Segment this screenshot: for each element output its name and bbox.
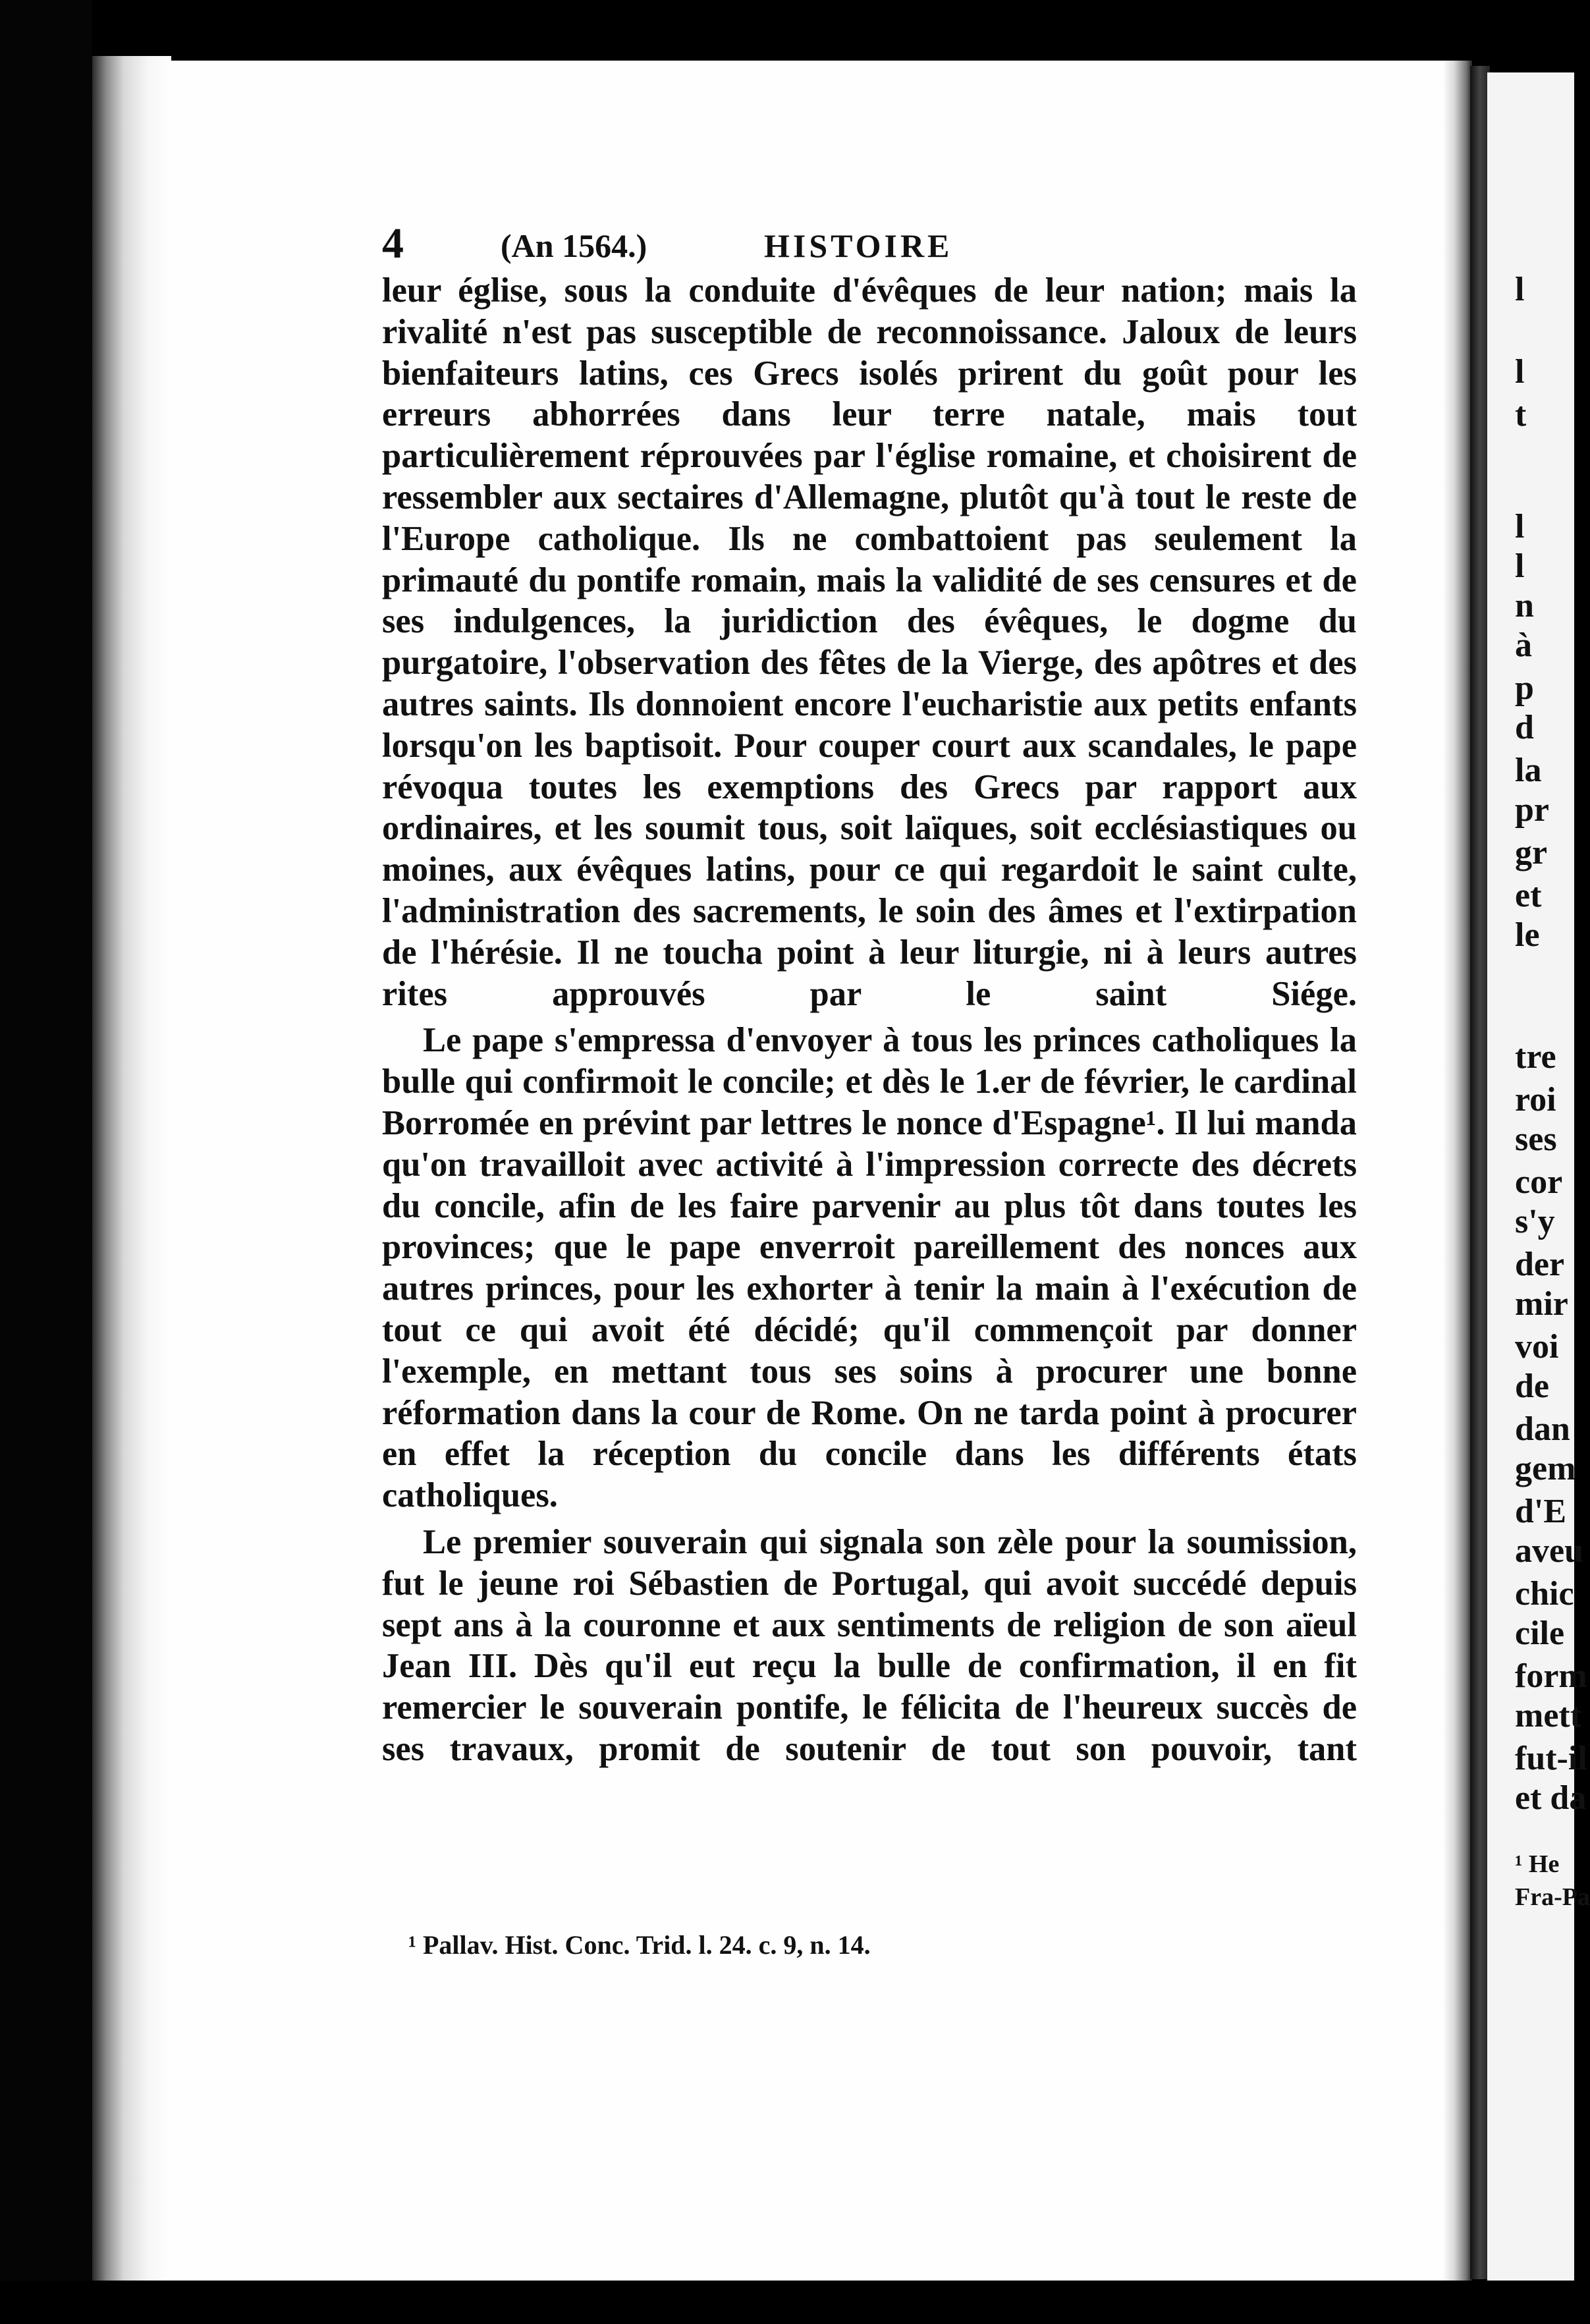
next-page-fragment: t — [1515, 396, 1527, 433]
next-page-fragment: roi — [1515, 1081, 1556, 1119]
next-page-fragment: ses — [1515, 1120, 1557, 1158]
page-edge-shadow — [1442, 61, 1472, 2281]
next-page-fragment: aveu — [1515, 1532, 1583, 1570]
next-page-fragment: cor — [1515, 1163, 1563, 1201]
scan-border-top — [0, 0, 1574, 63]
binding-shadow — [92, 56, 171, 2282]
footnote: ¹ Pallav. Hist. Conc. Trid. l. 24. c. 9, n. 14. — [408, 1930, 871, 1960]
page-number: 4 — [382, 219, 404, 267]
scan-border-bottom — [0, 2281, 1574, 2324]
next-page-fragment: form — [1515, 1657, 1587, 1695]
next-page-fragment: de — [1515, 1368, 1549, 1405]
next-page-fragment: gem — [1515, 1450, 1576, 1487]
next-page-fragment: tre — [1515, 1038, 1556, 1076]
next-page-fragment: voi — [1515, 1328, 1559, 1366]
next-page-fragment: dan — [1515, 1410, 1570, 1448]
next-page-fragment: der — [1515, 1246, 1565, 1283]
next-page-fragment: mett — [1515, 1697, 1582, 1734]
next-page-fragment: d'E — [1515, 1493, 1567, 1530]
year-label: (An 1564.) — [501, 227, 647, 264]
paragraph-2: Le pape s'empressa d'envoyer à tous les princes catholiques la bulle qui confirmoit le concile; et dès le 1.er de février, le cardinal Borromée en prévint par lettres le nonce d'Espagne¹. Il lui manda qu'on travailloit avec activité à l'impression correcte des décrets du concile, afin de les faire parvenir au plus tôt dans toutes les provinces; que le pape enverroit pareillement des nonces aux autres princes, pour les exhorter à tenir la main à l'exécution de tout ce qui avoit été décidé; qu'il commençoit par donner l'exemple, en mettant tous ses soins à procurer une bonne réformation dans la cour de Rome. On ne tarda point à procurer en effet la réception du concile dans les différents états catholiques. — [382, 1021, 1357, 1515]
next-page-fragment: et — [1515, 877, 1542, 914]
next-page-fragment: à — [1515, 626, 1532, 664]
next-page-fragment: pr — [1515, 791, 1549, 829]
next-page-fragment: l — [1515, 353, 1525, 391]
next-page-fragment: ¹ He — [1515, 1850, 1560, 1878]
paragraph-3: Le premier souverain qui signala son zèle pour la soumission, fut le jeune roi Sébastien de Portugal, qui avoit succédé depuis sept ans à la couronne et aux sentiments de religion de son aïeul Jean III. Dès qu'il eut reçu la bulle de confirmation, il en fit remercier le souverain pontife, le félicita de l'heureux succès de ses travaux, promit de soutenir de tout son pouvoir, tant — [382, 1522, 1357, 1768]
next-page-fragment: l — [1515, 271, 1525, 308]
next-page-fragment: Fra-Pa — [1515, 1883, 1590, 1911]
running-title: HISTOIRE — [764, 227, 953, 264]
next-page-fragment: d — [1515, 709, 1534, 746]
next-page-fragment: l — [1515, 508, 1525, 545]
next-page-fragment: la — [1515, 752, 1542, 789]
page-header — [382, 217, 1410, 270]
next-page-fragment: l — [1515, 547, 1525, 585]
next-page-fragment: gr — [1515, 834, 1548, 872]
page-body — [382, 270, 1357, 1770]
next-page-fragment: s'y — [1515, 1203, 1555, 1240]
next-page-fragment: cile — [1515, 1615, 1565, 1652]
next-page-fragment: p — [1515, 669, 1534, 707]
next-page-fragment: chic — [1515, 1575, 1574, 1613]
scan-border-left — [0, 0, 92, 2324]
next-page-fragment: le — [1515, 916, 1540, 954]
next-page-fragment: et da — [1515, 1779, 1587, 1817]
next-page-fragment: mir — [1515, 1285, 1568, 1323]
next-page-fragment: n — [1515, 587, 1534, 624]
next-page-fragment: fut-il — [1515, 1740, 1587, 1777]
paragraph-1: leur église, sous la conduite d'évêques de leur nation; mais la rivalité n'est pas susceptible de reconnoissance. Jaloux de leurs bienfaiteurs latins, ces Grecs isolés prirent du goût pour les erreurs abhorrées dans leur terre natale, mais tout particulièrement réprouvées par l'église romaine, et choisirent de ressembler aux sectaires d'Allemagne, plutôt qu'à tout le reste de l'Europe catholique. Ils ne combattoient pas seulement la primauté du pontife romain, mais la validité de ses censures et de ses indulgences, la juridiction des évêques, le dogme du purgatoire, l'observation des fêtes de la Vierge, des apôtres et des autres saints. Ils donnoient encore l'eucharistie aux petits enfants lorsqu'on les baptisoit. Pour couper court aux scandales, le pape révoqua toutes les exemptions des Grecs par rapport aux ordinaires, et les soumit tous, soit laïques, soit ecclésiastiques ou moines, aux évêques latins, pour ce qui regardoit le saint culte, l'administration des sacrements, le soin des âmes et l'extirpation de l'hérésie. Il ne toucha point à leur liturgie, ni à leurs autres rites approuvés par le saint Siége. — [382, 271, 1357, 1013]
